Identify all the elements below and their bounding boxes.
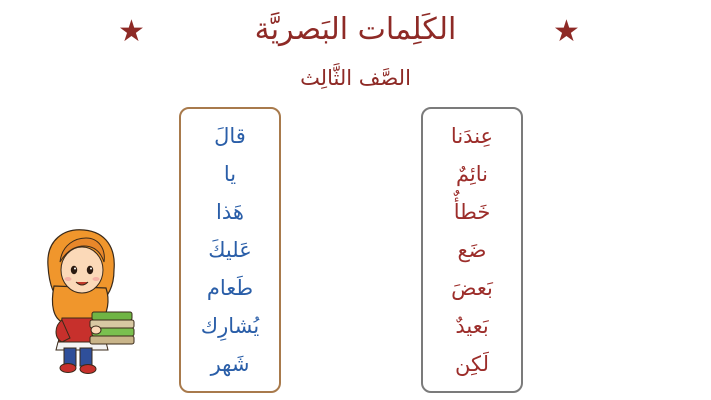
page-title: الكَلِمات البَصريَّة [254,12,457,47]
word-item: هَذا [216,200,244,224]
word-item: بَعضَ [451,276,493,300]
word-item: يُشارِك [200,314,260,338]
word-list-right [421,107,523,393]
word-item: لَكِن [455,352,489,376]
star-right-icon: ★ [553,14,580,49]
word-item: خَطأٌ [453,200,491,224]
word-item: يا [223,162,237,186]
word-item: شَهر [210,352,250,376]
word-item: ضَع [457,238,487,262]
word-item: عَليكَ [208,238,252,262]
word-item: قالَ [214,124,246,148]
word-item: نائِمٌ [455,162,489,186]
word-list-left [179,107,281,393]
girl-holding-books-icon [40,226,144,376]
star-left-icon: ★ [118,14,145,49]
word-item: عِندَنا [450,124,494,148]
word-item: بَعيدٌ [455,314,489,338]
page-subtitle: الصَّف الثَّالِث [300,66,411,90]
word-item: طَعام [206,276,254,300]
